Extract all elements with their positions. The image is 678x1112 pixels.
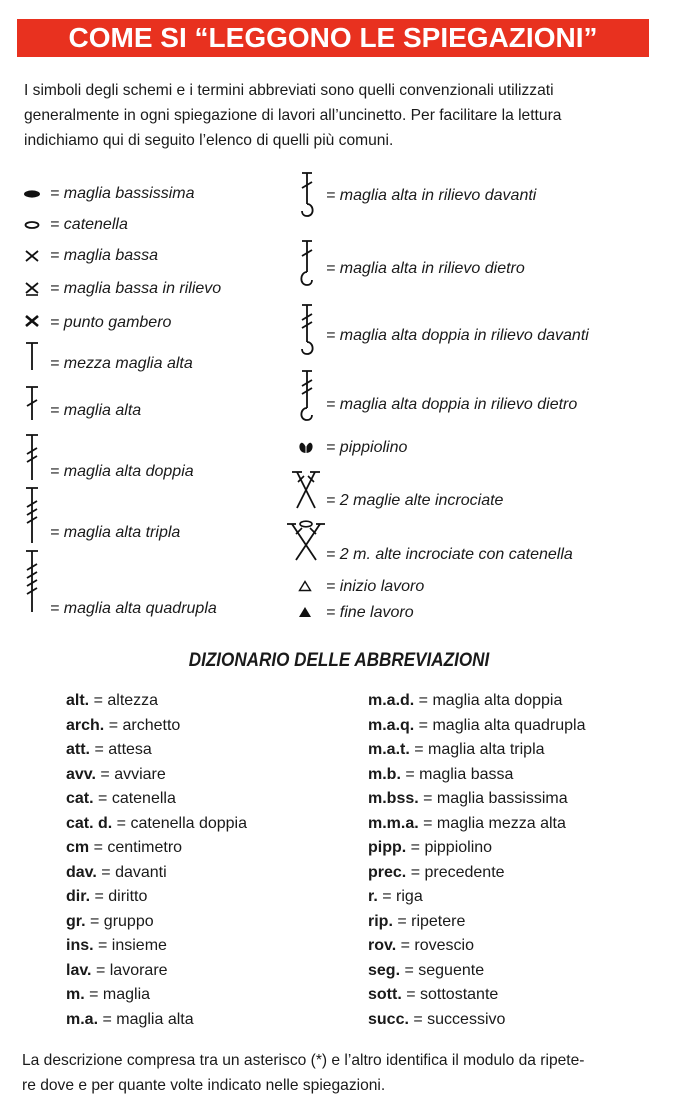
abbreviation-term: cat. d. <box>66 814 113 832</box>
abbreviation-term: cm <box>66 839 90 856</box>
end-triangle-icon <box>298 606 312 618</box>
abbreviation-term: avv. <box>66 765 96 783</box>
front-post-tr-icon <box>294 302 320 358</box>
abbreviation-row <box>368 812 585 837</box>
abbreviation-term: m.a. <box>66 1010 99 1028</box>
abbreviation-term: att. <box>66 741 90 758</box>
abbreviation-row <box>368 714 585 739</box>
abbreviation-definition: = maglia bassa <box>400 765 514 783</box>
abbreviation-definition: = sottostante <box>401 986 499 1003</box>
page-title: COME SI “LEGGONO LE SPIEGAZIONI” <box>68 22 598 53</box>
symbol-label: = punto gambero <box>50 314 172 331</box>
abbreviation-term: m.a.t. <box>368 741 410 758</box>
symbol-label: = pippiolino <box>326 439 408 456</box>
abbreviation-term: r. <box>368 888 378 905</box>
symbol-label: = fine lavoro <box>326 604 414 621</box>
title-banner <box>17 19 649 57</box>
abbreviation-term: sott. <box>368 986 402 1003</box>
symbol-label: = maglia bassa in rilievo <box>50 280 222 297</box>
abbreviation-definition: = diritto <box>90 888 148 905</box>
abbreviation-row <box>368 934 585 959</box>
abbreviation-row <box>66 812 247 837</box>
abbreviation-row <box>368 861 585 886</box>
abbreviation-term: succ. <box>368 1010 409 1028</box>
abbreviation-term: pipp. <box>368 839 407 856</box>
symbol-label: = catenella <box>50 216 128 233</box>
abbreviation-term: prec. <box>368 863 407 881</box>
abbreviation-row <box>66 738 247 763</box>
half-double-crochet-icon <box>22 340 42 372</box>
symbol-label: = maglia bassissima <box>50 185 195 202</box>
abbreviation-row <box>66 763 247 788</box>
abbreviation-definition: = successivo <box>408 1010 506 1028</box>
abbreviation-definition: = maglia alta tripla <box>409 741 545 758</box>
abbreviation-row <box>368 836 585 861</box>
abbreviation-term: m.b. <box>368 765 401 783</box>
abbreviation-term: seg. <box>368 961 401 979</box>
abbreviation-term: alt. <box>66 692 90 709</box>
abbreviation-definition: = catenella doppia <box>112 814 248 832</box>
double-crochet-icon <box>22 384 42 422</box>
abbreviation-row <box>66 934 247 959</box>
abbreviation-row <box>66 959 247 984</box>
abbreviation-row <box>368 983 585 1008</box>
back-post-tr-icon <box>294 368 320 424</box>
abbreviation-row <box>66 861 247 886</box>
abbreviation-definition: = riga <box>377 888 423 905</box>
dictionary-title: DIZIONARIO DELLE ABBREVIAZIONI <box>188 650 490 671</box>
abbreviation-definition: = precedente <box>406 863 505 881</box>
abbreviation-definition: = maglia alta quadrupla <box>414 716 586 734</box>
abbreviation-definition: = altezza <box>89 692 159 709</box>
crossed-dc-chain-icon <box>284 516 328 564</box>
symbol-label: = 2 m. alte incrociate con catenella <box>326 546 573 563</box>
abbreviation-row <box>66 1008 247 1033</box>
intro-line: I simboli degli schemi e i termini abbreviati sono quelli convenzionali utilizzati <box>24 82 554 99</box>
abbreviation-definition: = lavorare <box>91 961 168 979</box>
abbreviations-right-column <box>368 689 585 1032</box>
symbol-label: = maglia alta doppia in rilievo davanti <box>326 327 589 344</box>
abbreviation-row <box>368 1008 585 1033</box>
abbreviation-definition: = maglia alta doppia <box>414 692 563 709</box>
symbol-label: = maglia alta in rilievo dietro <box>326 260 525 277</box>
abbreviation-definition: = seguente <box>400 961 485 979</box>
front-post-dc-icon <box>294 170 320 220</box>
symbol-label: = maglia alta <box>50 402 142 419</box>
double-treble-icon <box>22 485 42 545</box>
single-crochet-icon <box>23 248 41 264</box>
abbreviation-definition: = rovescio <box>396 937 474 954</box>
abbreviation-definition: = avviare <box>95 765 166 783</box>
abbreviation-definition: = maglia alta <box>98 1010 194 1028</box>
abbreviation-row <box>368 885 585 910</box>
intro-line: indichiamo qui di seguito l’elenco di quelli più comuni. <box>24 132 394 149</box>
symbol-label: = maglia alta quadrupla <box>50 600 217 617</box>
abbreviation-term: m.a.d. <box>368 692 415 709</box>
abbreviation-term: dir. <box>66 888 91 905</box>
abbreviation-row <box>368 787 585 812</box>
intro-line: generalmente in ogni spiegazione di lavori all’uncinetto. Per facilitare la lettura <box>24 107 562 124</box>
crab-stitch-icon <box>23 313 41 329</box>
symbol-label: = maglia alta in rilievo davanti <box>326 187 537 204</box>
symbol-label: = mezza maglia alta <box>50 355 193 372</box>
abbreviation-term: m.bss. <box>368 790 419 807</box>
abbreviation-definition: = maglia bassissima <box>418 790 568 807</box>
abbreviation-term: cat. <box>66 790 94 807</box>
abbreviation-row <box>368 738 585 763</box>
abbreviation-row <box>368 910 585 935</box>
picot-icon <box>296 440 316 456</box>
footer-line: re dove e per quante volte indicato nelle spiegazioni. <box>22 1077 386 1094</box>
abbreviation-row <box>66 983 247 1008</box>
abbreviation-term: dav. <box>66 863 97 881</box>
abbreviations-left-column <box>66 689 247 1032</box>
symbol-label: = maglia alta tripla <box>50 524 181 541</box>
abbreviation-definition: = ripetere <box>392 912 466 930</box>
abbreviation-row <box>66 885 247 910</box>
chain-icon <box>22 219 42 231</box>
abbreviation-term: rov. <box>368 937 397 954</box>
triple-treble-icon <box>22 548 42 614</box>
abbreviation-row <box>66 714 247 739</box>
footer-line: La descrizione compresa tra un asterisco (*) e l’altro identifica il modulo da ripete- <box>22 1052 585 1069</box>
abbreviation-row <box>66 910 247 935</box>
abbreviation-row <box>66 689 247 714</box>
symbol-label: = inizio lavoro <box>326 578 425 595</box>
abbreviation-row <box>368 763 585 788</box>
abbreviation-row <box>66 836 247 861</box>
abbreviation-term: rip. <box>368 912 393 930</box>
intro-paragraph <box>24 78 650 153</box>
abbreviation-term: m.m.a. <box>368 814 419 832</box>
symbol-label: = maglia bassa <box>50 247 159 264</box>
symbol-label: = maglia alta doppia in rilievo dietro <box>326 396 578 413</box>
single-crochet-relief-icon <box>23 279 41 297</box>
abbreviation-definition: = catenella <box>93 790 176 807</box>
abbreviation-definition: = insieme <box>93 937 167 954</box>
abbreviation-row <box>368 959 585 984</box>
abbreviation-definition: = attesa <box>90 741 152 758</box>
symbol-label: = maglia alta doppia <box>50 463 194 480</box>
footer-note <box>22 1048 652 1098</box>
abbreviation-definition: = davanti <box>96 863 167 881</box>
abbreviation-term: m. <box>66 986 85 1003</box>
abbreviation-definition: = archetto <box>104 716 181 734</box>
start-triangle-icon <box>298 580 312 592</box>
abbreviation-definition: = maglia mezza alta <box>418 814 566 832</box>
abbreviation-definition: = gruppo <box>85 912 154 930</box>
abbreviation-term: ins. <box>66 937 94 954</box>
abbreviation-row <box>368 689 585 714</box>
abbreviation-term: lav. <box>66 961 92 979</box>
abbreviation-definition: = pippiolino <box>406 839 493 856</box>
symbol-label: = 2 maglie alte incrociate <box>326 492 504 509</box>
abbreviation-row <box>66 787 247 812</box>
abbreviation-definition: = centimetro <box>89 839 183 856</box>
crossed-dc-icon <box>288 468 324 512</box>
slip-stitch-icon <box>22 188 42 200</box>
treble-crochet-icon <box>22 432 42 482</box>
abbreviation-term: m.a.q. <box>368 716 415 734</box>
back-post-dc-icon <box>294 238 320 290</box>
abbreviation-term: arch. <box>66 716 105 734</box>
abbreviation-definition: = maglia <box>84 986 151 1003</box>
abbreviation-term: gr. <box>66 912 86 930</box>
